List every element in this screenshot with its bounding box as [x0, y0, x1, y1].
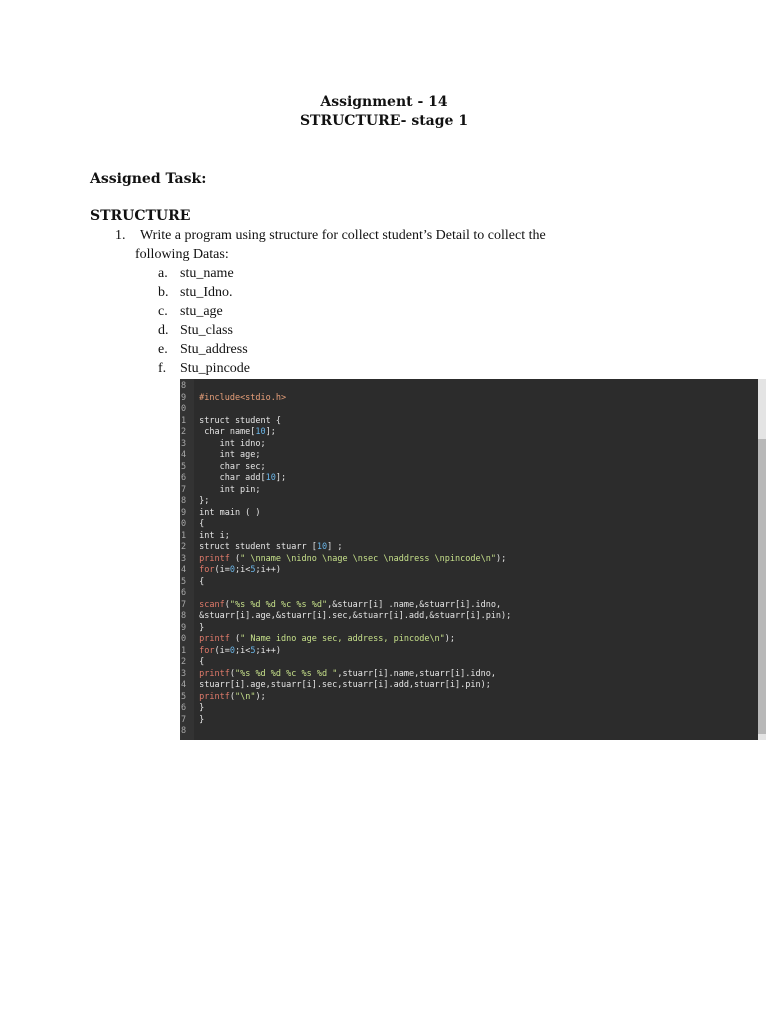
code-text: char name[10]; — [194, 427, 276, 437]
list-item-label: e. — [158, 342, 168, 357]
code-text — [194, 381, 199, 391]
code-text: { — [194, 576, 205, 587]
code-text: int i; — [194, 530, 230, 541]
code-text: printf("\n"); — [199, 691, 266, 702]
code-line — [180, 623, 204, 635]
question-text-line2: following Datas: — [135, 247, 229, 262]
code-line — [180, 531, 230, 543]
code-line — [180, 416, 281, 428]
list-item — [158, 285, 233, 301]
code-line — [180, 427, 276, 439]
code-text: } — [194, 703, 205, 713]
line-number: 5 — [181, 461, 187, 472]
code-line — [180, 485, 261, 497]
list-item — [158, 342, 248, 358]
code-line — [180, 404, 199, 416]
question-text-line1: Write a program using structure for collect student’s Detail to collect the — [140, 228, 546, 243]
list-item — [158, 361, 250, 377]
code-text: }; — [194, 496, 210, 506]
line-number: 8 — [181, 726, 187, 736]
code-line — [180, 439, 266, 451]
list-item — [158, 304, 223, 320]
line-number: 7 — [181, 714, 187, 725]
code-line — [180, 565, 281, 577]
code-line — [180, 634, 455, 646]
code-line — [180, 519, 204, 531]
line-number: 7 — [181, 484, 187, 495]
code-text: } — [194, 714, 205, 725]
code-line — [180, 600, 501, 612]
code-line — [180, 657, 204, 669]
line-number: 0 — [181, 634, 187, 644]
code-screenshot — [180, 379, 766, 740]
list-item-label: b. — [158, 285, 169, 300]
code-text: #include<stdio.h> — [199, 392, 287, 403]
line-number: 2 — [181, 657, 187, 667]
line-number: 3 — [181, 438, 187, 449]
code-text: char add[10]; — [194, 473, 287, 483]
line-number: 0 — [181, 404, 187, 414]
code-text: } — [194, 622, 205, 633]
code-text: int main ( ) — [194, 507, 261, 518]
line-number: 8 — [181, 611, 187, 621]
code-line — [180, 726, 199, 738]
code-line — [180, 588, 199, 600]
line-number: 4 — [181, 565, 187, 575]
line-number: 1 — [181, 645, 187, 656]
code-text: scanf("%s %d %d %c %s %d",&stuarr[i] .name,&stuarr[i].idno, — [199, 599, 502, 610]
code-line — [180, 680, 491, 692]
line-number: 4 — [181, 450, 187, 460]
code-text: struct student stuarr [10] ; — [194, 542, 343, 552]
code-line — [180, 508, 261, 520]
list-item-text: Stu_class — [180, 323, 233, 338]
line-number: 6 — [181, 588, 187, 598]
line-number: 4 — [181, 680, 187, 690]
list-item-text: Stu_pincode — [180, 361, 250, 376]
code-line — [180, 473, 286, 485]
line-number: 9 — [181, 622, 187, 633]
code-line — [180, 703, 204, 715]
code-text: stuarr[i].age,stuarr[i].sec,stuarr[i].add,stuarr[i].pin); — [194, 680, 491, 690]
line-number: 2 — [181, 542, 187, 552]
code-text: for(i=0;i<5;i++) — [199, 645, 282, 656]
list-item-text: Stu_address — [180, 342, 248, 357]
code-line — [180, 542, 342, 554]
line-number: 1 — [181, 530, 187, 541]
assignment-title: Assignment - 14 — [320, 94, 448, 110]
list-item — [158, 266, 234, 282]
line-number: 1 — [181, 415, 187, 426]
line-number: 9 — [181, 392, 187, 403]
code-text: printf("%s %d %d %c %s %d ",stuarr[i].name,stuarr[i].idno, — [199, 668, 496, 679]
line-number: 0 — [181, 519, 187, 529]
line-number: 6 — [181, 703, 187, 713]
line-number: 5 — [181, 576, 187, 587]
code-text — [194, 588, 199, 598]
code-line — [180, 393, 286, 405]
line-number: 2 — [181, 427, 187, 437]
line-number: 8 — [181, 496, 187, 506]
list-item — [158, 323, 233, 339]
assigned-task-heading: Assigned Task: — [90, 171, 207, 187]
code-text: int age; — [194, 450, 261, 460]
list-item-text: stu_Idno. — [180, 285, 233, 300]
scrollbar-thumb[interactable] — [758, 439, 766, 734]
topic-heading: STRUCTURE — [90, 208, 191, 224]
code-line — [180, 450, 261, 462]
code-text: int idno; — [194, 438, 266, 449]
assignment-subtitle: STRUCTURE- stage 1 — [299, 113, 469, 129]
code-line — [180, 496, 209, 508]
code-line — [180, 611, 511, 623]
line-number: 3 — [181, 668, 187, 679]
code-line — [180, 669, 496, 681]
code-text: &stuarr[i].age,&stuarr[i].sec,&stuarr[i].add,&stuarr[i].pin); — [194, 611, 512, 621]
list-item-label: d. — [158, 323, 169, 338]
code-line — [180, 462, 266, 474]
code-text — [194, 726, 199, 736]
list-item-label: c. — [158, 304, 168, 319]
code-text: printf (" Name idno age sec, address, pincode\n"); — [199, 634, 456, 644]
code-line — [180, 577, 204, 589]
list-item-label: f. — [158, 361, 167, 376]
code-line — [180, 554, 506, 566]
line-number: 9 — [181, 507, 187, 518]
line-number: 3 — [181, 553, 187, 564]
list-item-label: a. — [158, 266, 168, 281]
line-number: 8 — [181, 381, 187, 391]
code-text: { — [194, 657, 205, 667]
code-line — [180, 715, 204, 727]
code-line — [180, 381, 199, 393]
code-text: { — [194, 519, 205, 529]
line-number: 6 — [181, 473, 187, 483]
code-text: for(i=0;i<5;i++) — [199, 565, 282, 575]
code-text: char sec; — [194, 461, 266, 472]
code-text: struct student { — [194, 415, 281, 426]
code-text: printf (" \nname \nidno \nage \nsec \naddress \npincode\n"); — [199, 553, 507, 564]
code-line — [180, 692, 266, 704]
code-text: int pin; — [194, 484, 261, 495]
list-item-text: stu_name — [180, 266, 234, 281]
line-number: 5 — [181, 691, 187, 702]
line-number: 7 — [181, 599, 187, 610]
question-number: 1. — [115, 228, 126, 243]
list-item-text: stu_age — [180, 304, 223, 319]
code-text — [194, 404, 199, 414]
code-line — [180, 646, 281, 658]
